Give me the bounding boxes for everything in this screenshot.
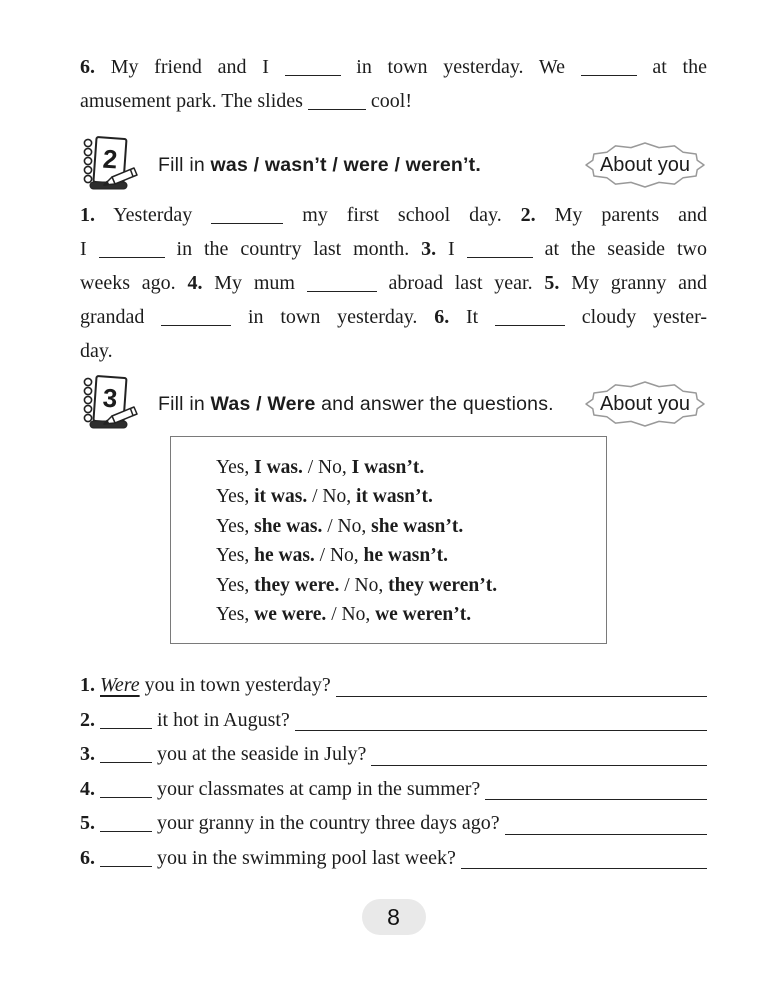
exercise2-line [80, 198, 707, 232]
exercise2-instruction [158, 154, 481, 177]
text-segment: / No, [314, 545, 364, 567]
text-segment: My mum [202, 272, 307, 294]
question-row [80, 703, 707, 738]
text-segment: 3. [421, 238, 437, 260]
text-segment: they weren’t. [388, 574, 498, 596]
question-row [80, 737, 707, 772]
text-segment: we weren’t. [375, 604, 472, 626]
text-segment: / No, [322, 515, 372, 537]
text-segment: I [436, 238, 467, 260]
blank-line [100, 750, 152, 763]
text-segment: Were [100, 674, 140, 697]
exercise2-line [80, 266, 707, 300]
text-segment: Yes, [216, 457, 255, 478]
text-segment: it hot in August? [152, 708, 290, 731]
text-segment: Yes, [216, 604, 255, 626]
question-text [80, 703, 290, 738]
exercise3-questions [80, 668, 707, 875]
text-segment: she wasn’t. [371, 515, 464, 537]
blank-line [307, 279, 377, 292]
text-segment: Yes, [216, 545, 255, 567]
answer-blank-line [295, 730, 707, 731]
answer-blank-line [336, 696, 707, 697]
question-row [80, 772, 707, 807]
question-text [80, 841, 456, 876]
text-segment: / No, [307, 486, 356, 508]
text-segment: My parents and [535, 204, 707, 226]
blank-line [100, 854, 152, 867]
text-segment: you at the seaside in July? [152, 743, 367, 766]
question-text [80, 668, 331, 703]
exercise2-line [80, 232, 707, 266]
intro-paragraph [80, 50, 707, 118]
text-segment: your granny in the country three days ago? [152, 812, 500, 835]
exercise3-instruction [158, 393, 554, 416]
exercise2-header [80, 134, 707, 196]
blank-line [161, 313, 231, 326]
text-segment: it was. [254, 486, 308, 508]
text-segment: 3. [80, 743, 100, 766]
text-segment: 1. [80, 204, 95, 226]
short-answers-box [170, 436, 607, 644]
blank-line [100, 819, 152, 832]
text-segment: cool! [365, 90, 413, 112]
text-segment: was / wasn’t / were / weren’t. [210, 153, 481, 176]
text-segment: Yes, [216, 574, 255, 596]
text-segment: 6. [80, 56, 95, 78]
exercise2-line [80, 300, 707, 334]
notebook-pencil-icon [80, 135, 144, 195]
about-you-label: About you [599, 392, 691, 415]
text-segment: your classmates at camp in the summer? [152, 777, 481, 800]
text-segment: 6. [80, 846, 100, 869]
text-segment: in town yesterday. We [340, 56, 581, 78]
text-segment: I [80, 238, 99, 260]
blank-line [467, 245, 533, 258]
text-segment: I wasn’t. [351, 457, 425, 478]
question-row [80, 668, 707, 703]
text-segment: weeks ago. [80, 272, 188, 294]
exercise2-body [80, 198, 707, 368]
exercise-number: 2 [101, 143, 119, 175]
text-segment: 6. [434, 306, 450, 328]
text-segment: Yes, [216, 515, 255, 537]
blank-line [100, 716, 152, 729]
question-text [80, 772, 480, 807]
text-segment: 5. [544, 272, 560, 294]
page-number-pill [362, 899, 426, 935]
text-segment: abroad last year. [376, 272, 545, 294]
blank-line [99, 245, 165, 258]
text-segment: cloudy yester- [565, 306, 708, 328]
text-segment: and answer the questions. [315, 392, 554, 415]
text-segment: grandad [80, 306, 162, 328]
text-segment: My friend and I [95, 56, 285, 78]
text-segment: 2. [520, 204, 536, 226]
text-segment: Yes, [216, 486, 255, 508]
answer-blank-line [461, 868, 707, 869]
text-segment: you in town yesterday? [139, 674, 331, 697]
text-segment: / No, [302, 457, 352, 478]
text-segment: they were. [254, 574, 340, 596]
exercise-number: 3 [101, 382, 119, 414]
blank-line [308, 97, 366, 110]
blank-line [581, 63, 637, 76]
text-segment: It [449, 306, 495, 328]
text-segment: she was. [254, 515, 323, 537]
text-segment: at the seaside two [532, 238, 707, 260]
text-segment: he was. [254, 545, 315, 567]
about-you-badge [583, 380, 707, 428]
text-segment: at the [636, 56, 707, 78]
text-segment: My granny and [559, 272, 708, 294]
blank-line [100, 785, 152, 798]
text-segment: 2. [80, 708, 100, 731]
short-answer-line [216, 512, 596, 541]
text-segment: in the country last month. [164, 238, 422, 260]
text-segment: Yesterday [95, 204, 212, 226]
text-segment: it wasn’t. [355, 486, 433, 508]
text-segment: we were. [254, 604, 327, 626]
short-answer-line [216, 482, 596, 511]
blank-line [211, 211, 283, 224]
about-you-badge [583, 141, 707, 189]
short-answer-line [216, 541, 596, 570]
text-segment: you in the swimming pool last week? [152, 846, 456, 869]
short-answer-line [216, 600, 596, 629]
text-segment: / No, [326, 604, 376, 626]
text-segment: my first school day. [283, 204, 521, 226]
text-segment: Fill in [158, 392, 211, 415]
text-segment: amusement park. The slides [80, 90, 308, 112]
text-segment: he wasn’t. [363, 545, 449, 567]
answer-blank-line [505, 834, 707, 835]
text-segment: 4. [187, 272, 203, 294]
short-answer-line [216, 571, 596, 600]
short-answer-line [216, 453, 596, 482]
text-segment: / No, [339, 574, 389, 596]
question-row [80, 806, 707, 841]
text-segment: 4. [80, 777, 100, 800]
text-segment: Fill in [158, 153, 211, 176]
text-segment: I was. [254, 457, 303, 478]
intro-line-2 [80, 84, 707, 118]
question-text [80, 737, 366, 772]
answer-blank-line [485, 799, 707, 800]
text-segment: Was / Were [210, 392, 316, 415]
about-you-label: About you [599, 153, 691, 176]
answer-blank-line [371, 765, 707, 766]
question-text [80, 806, 500, 841]
text-segment: 5. [80, 812, 100, 835]
question-row [80, 841, 707, 876]
blank-line [285, 63, 341, 76]
text-segment: in town yesterday. [231, 306, 435, 328]
intro-line-1 [80, 50, 707, 84]
exercise3-header [80, 374, 707, 434]
page-number: 8 [387, 903, 400, 930]
exercise2-last-line: day. [80, 340, 113, 362]
notebook-pencil-icon [80, 374, 144, 434]
blank-line [495, 313, 565, 326]
text-segment: 1. [80, 674, 100, 697]
